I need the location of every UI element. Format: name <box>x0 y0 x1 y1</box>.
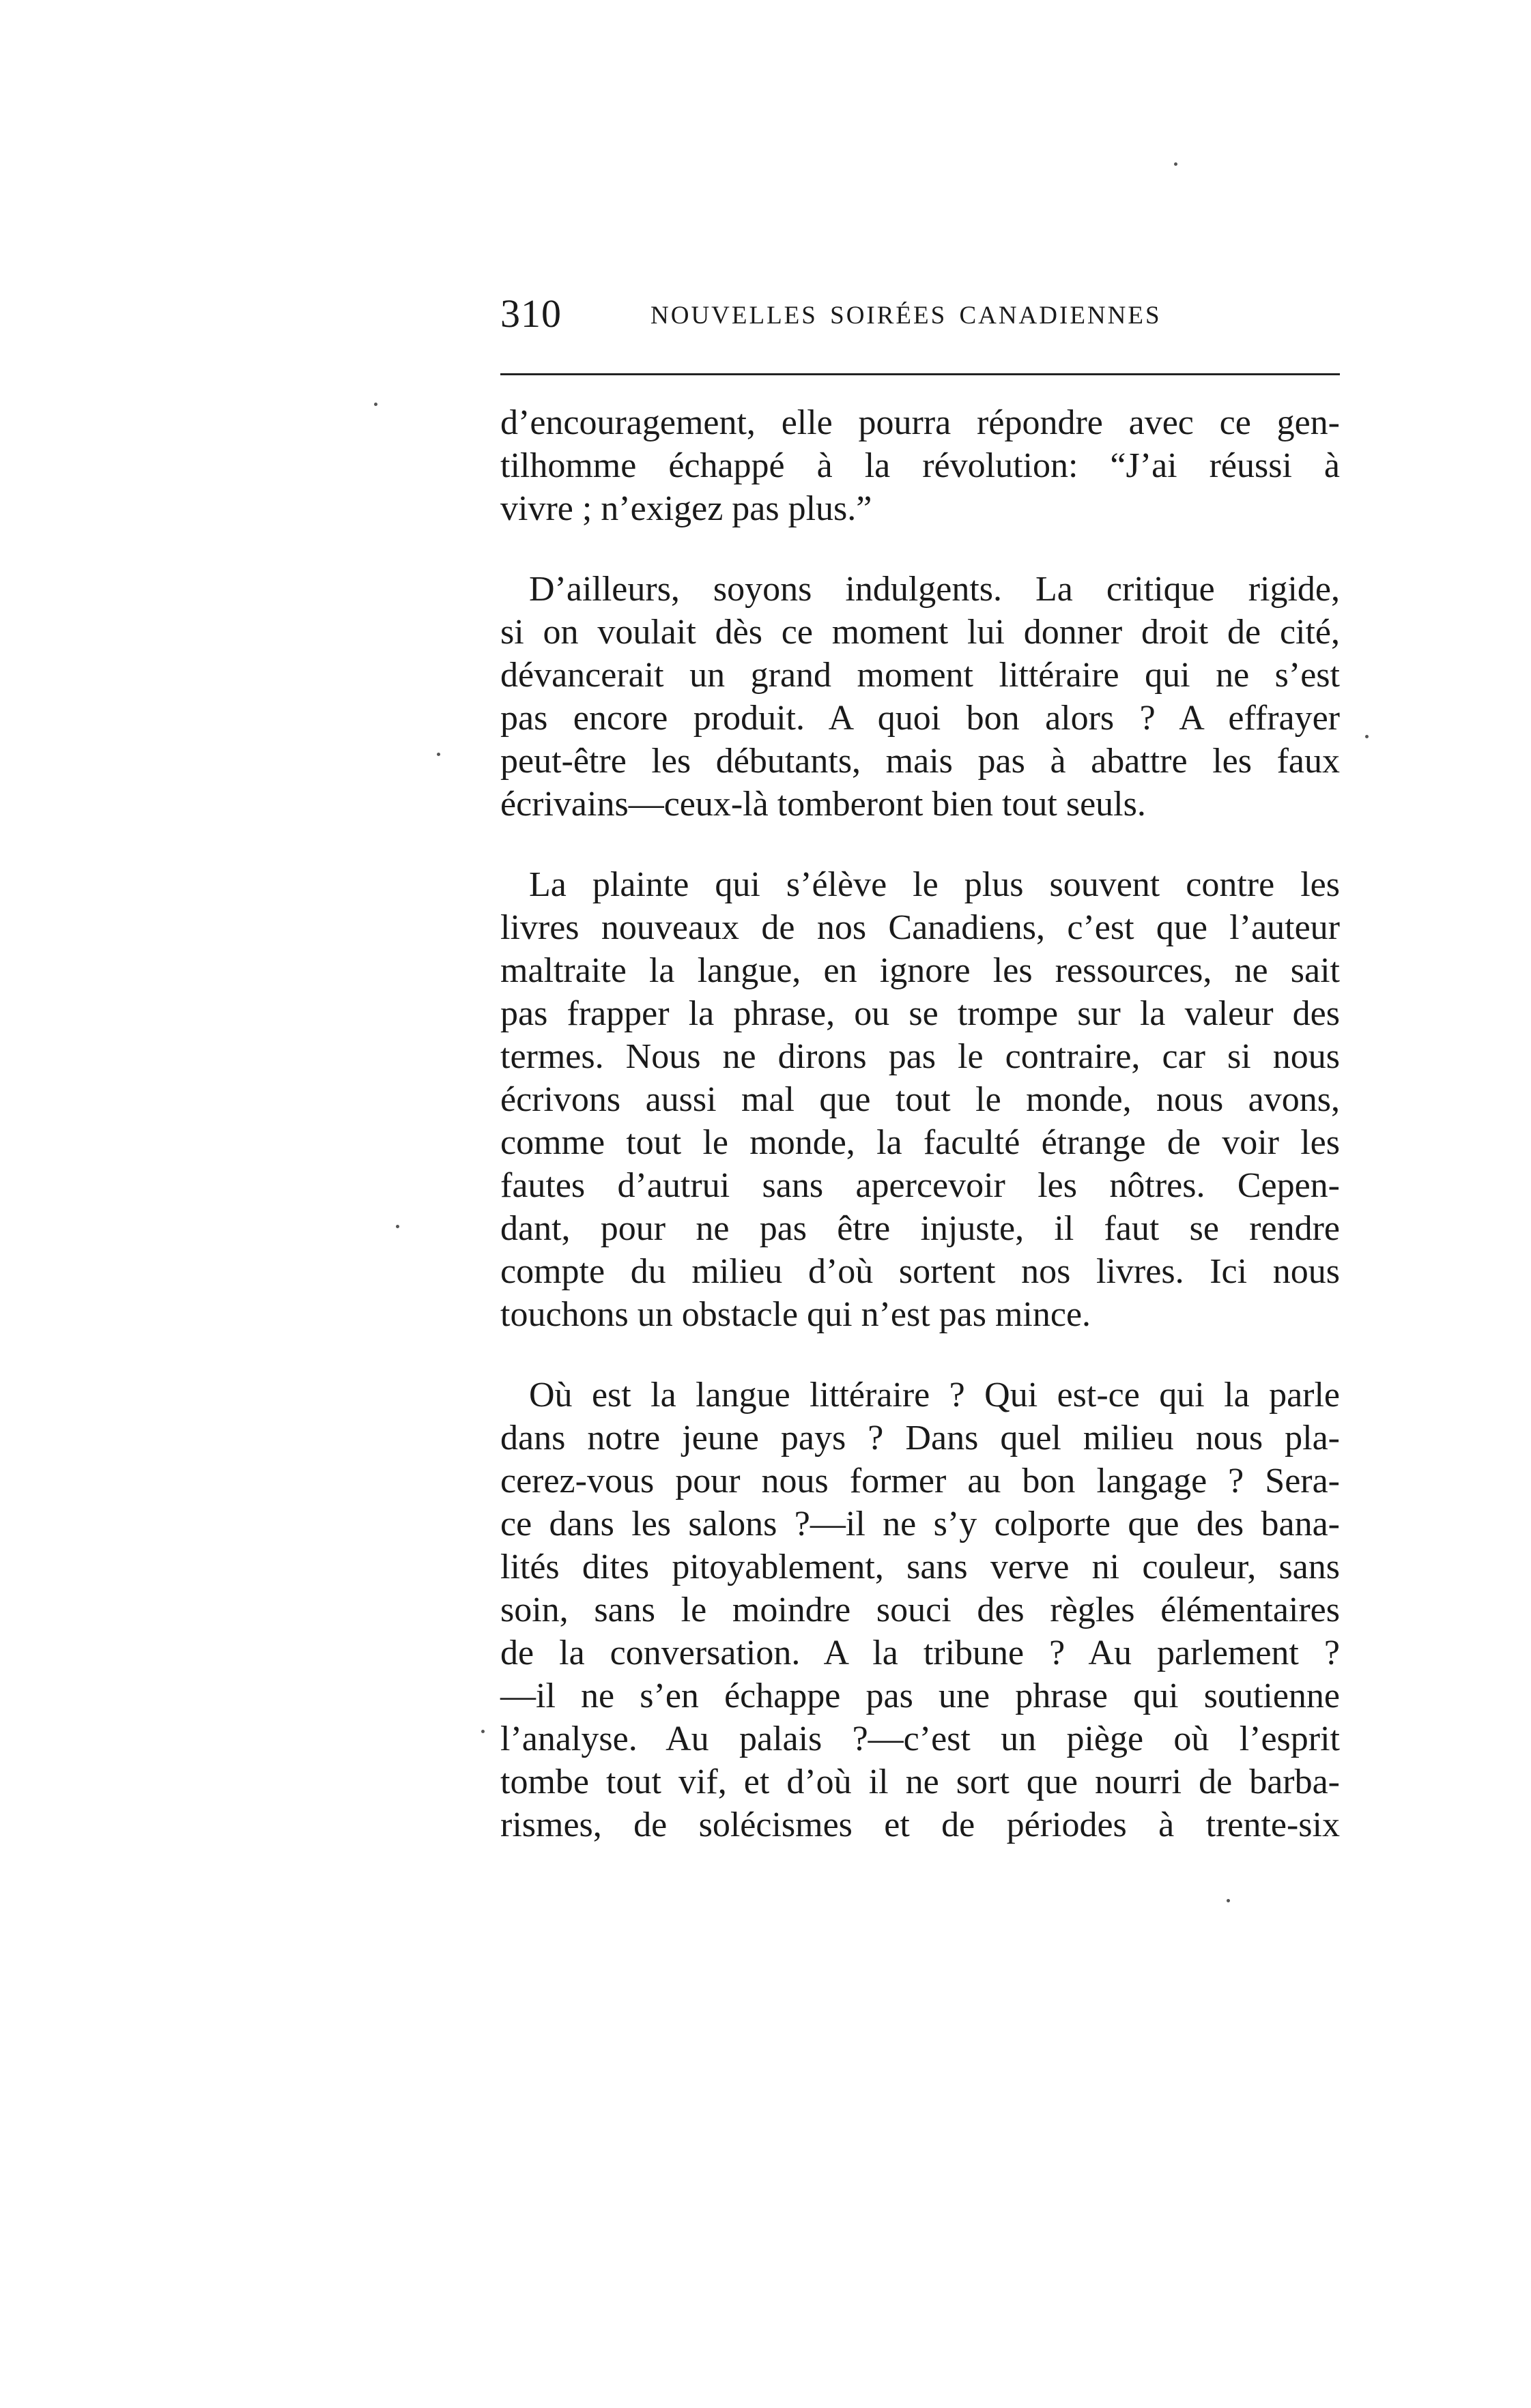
text-line: de la conversation. A la tribune ? Au parlement ? <box>500 1634 1340 1672</box>
paragraph <box>500 401 1340 530</box>
text-line: pas encore produit. A quoi bon alors ? A effrayer <box>500 699 1340 738</box>
page-header <box>500 287 1340 341</box>
text-line: La plainte qui s’élève le plus souvent contre les <box>529 865 1340 904</box>
text-line: D’ailleurs, soyons indulgents. La critique rigide, <box>529 570 1340 609</box>
text-line: soin, sans le moindre souci des règles élémentaires <box>500 1591 1340 1629</box>
text-line: peut-être les débutants, mais pas à abattre les faux <box>500 742 1340 781</box>
text-line: écrivons aussi mal que tout le monde, nous avons, <box>500 1080 1340 1119</box>
running-head: NOUVELLES SOIRÉES CANADIENNES <box>650 302 1162 330</box>
paragraph <box>500 863 1340 1336</box>
scan-speck <box>1174 162 1177 166</box>
text-line: tilhomme échappé à la révolution: “J’ai réussi à <box>500 446 1340 485</box>
text-line: —il ne s’en échappe pas une phrase qui soutienne <box>500 1677 1340 1715</box>
text-line: lités dites pitoyablement, sans verve ni couleur, sans <box>500 1548 1340 1586</box>
scan-speck <box>1365 735 1369 738</box>
text-line: d’encouragement, elle pourra répondre avec ce gen- <box>500 403 1340 442</box>
text-line: rismes, de solécismes et de périodes à trente-six <box>500 1805 1340 1844</box>
text-line: cerez-vous pour nous former au bon langage ? Sera- <box>500 1462 1340 1500</box>
text-line: Où est la langue littéraire ? Qui est-ce qui la parle <box>529 1376 1340 1415</box>
text-line: dant, pour ne pas être injuste, il faut se rendre <box>500 1209 1340 1248</box>
body-text <box>500 401 1340 1884</box>
text-line: ce dans les salons ?—il ne s’y colporte que des bana- <box>500 1505 1340 1543</box>
text-line: touchons un obstacle qui n’est pas mince. <box>500 1295 1091 1334</box>
header-rule <box>500 373 1340 375</box>
text-line: tombe tout vif, et d’où il ne sort que nourri de barba- <box>500 1763 1340 1801</box>
text-line: vivre ; n’exigez pas plus.” <box>500 489 872 528</box>
paragraph <box>500 568 1340 826</box>
scan-speck <box>374 403 377 406</box>
text-line: termes. Nous ne dirons pas le contraire, car si nous <box>500 1037 1340 1076</box>
paragraph <box>500 1374 1340 1846</box>
text-line: dans notre jeune pays ? Dans quel milieu nous pla- <box>500 1419 1340 1457</box>
scan-speck <box>396 1225 399 1228</box>
text-line: écrivains—ceux-là tomberont bien tout seuls. <box>500 785 1146 824</box>
text-line: livres nouveaux de nos Canadiens, c’est que l’auteur <box>500 908 1340 947</box>
page-number: 310 <box>500 291 562 336</box>
text-line: si on voulait dès ce moment lui donner droit de cité, <box>500 613 1340 652</box>
text-line: pas frapper la phrase, ou se trompe sur la valeur des <box>500 994 1340 1033</box>
scan-speck <box>1227 1899 1230 1902</box>
text-line: dévancerait un grand moment littéraire qui ne s’est <box>500 656 1340 695</box>
text-line: comme tout le monde, la faculté étrange de voir les <box>500 1123 1340 1162</box>
scan-speck <box>481 1730 485 1733</box>
text-line: compte du milieu d’où sortent nos livres. Ici nous <box>500 1252 1340 1291</box>
text-line: fautes d’autrui sans apercevoir les nôtres. Cepen- <box>500 1166 1340 1205</box>
text-line: maltraite la langue, en ignore les ressources, ne sait <box>500 951 1340 990</box>
scan-speck <box>437 753 440 756</box>
text-line: l’analyse. Au palais ?—c’est un piège où l’esprit <box>500 1720 1340 1758</box>
